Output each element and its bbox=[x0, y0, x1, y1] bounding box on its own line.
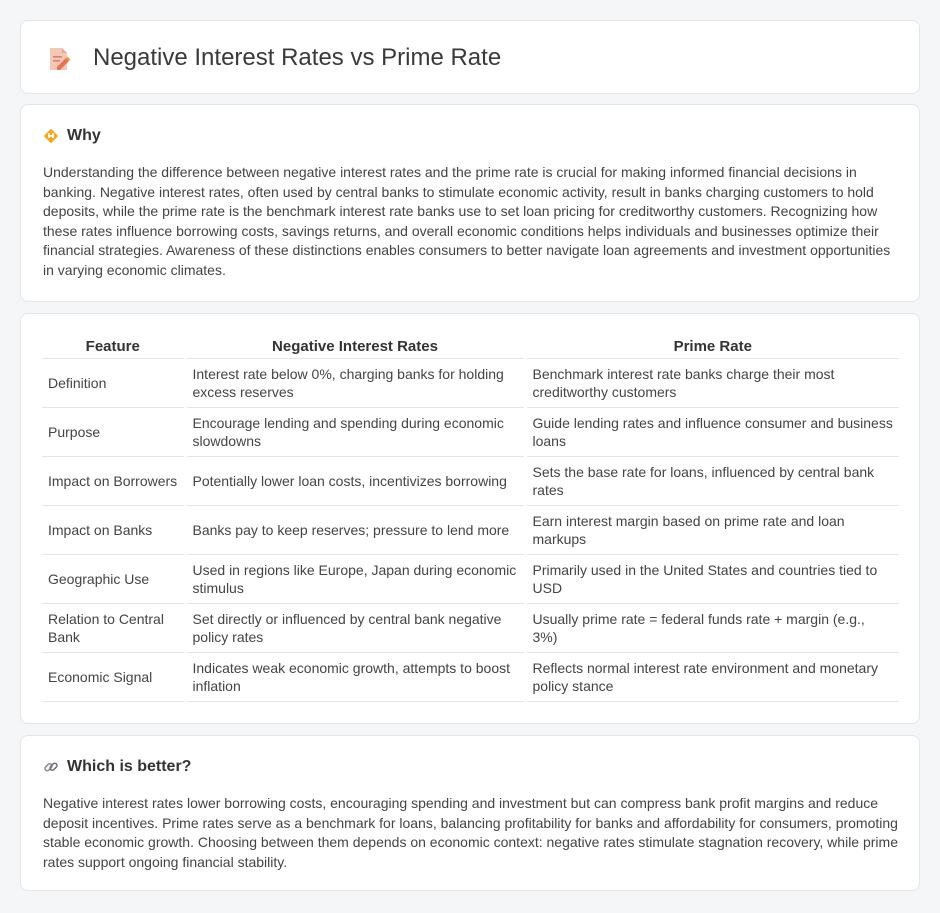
row-negative: Potentially lower loan costs, incentivizes borrowing bbox=[185, 456, 525, 505]
row-negative: Used in regions like Europe, Japan during economic stimulus bbox=[185, 554, 525, 603]
diamond-warning-icon bbox=[43, 128, 59, 144]
table-row bbox=[42, 554, 899, 603]
row-prime: Reflects normal interest rate environment and monetary policy stance bbox=[525, 652, 899, 701]
header-feature: Feature bbox=[42, 332, 185, 358]
page-title: Negative Interest Rates vs Prime Rate bbox=[93, 44, 502, 71]
table-row bbox=[42, 358, 899, 407]
table-row bbox=[42, 603, 899, 652]
table-row bbox=[42, 505, 899, 554]
row-feature: Purpose bbox=[42, 407, 185, 456]
better-title: Which is better? bbox=[67, 758, 192, 775]
why-heading bbox=[43, 127, 101, 145]
row-feature: Definition bbox=[42, 358, 185, 407]
table-row bbox=[42, 652, 899, 701]
row-prime: Guide lending rates and influence consumer and business loans bbox=[525, 407, 899, 456]
better-body: Negative interest rates lower borrowing costs, encouraging spending and investment but can compress bank profit margins and reduce deposit incentives. Prime rates serve as a benchmark for loans, balancing profitability for banks and affordability for consumers, promoting stable economic growth. Choosing between them depends on economic context: negative rates stimulate stagnation recovery, while prime rates support ongoing financial stability. bbox=[43, 795, 898, 870]
link-icon bbox=[43, 759, 59, 775]
row-negative: Set directly or influenced by central bank negative policy rates bbox=[185, 603, 525, 652]
header-prime-rate: Prime Rate bbox=[525, 332, 899, 358]
why-body: Understanding the difference between negative interest rates and the prime rate is crucial for making informed financial decisions in banking. Negative interest rates, often used by central banks to stimulate economic activity, result in banks charging customers to hold deposits, while the prime rate is the benchmark interest rate banks use to set loan pricing for creditworthy customers. Recognizing how these rates influence borrowing costs, savings returns, and overall economic conditions helps individuals and businesses optimize their financial strategies. Awareness of these distinctions enables consumers to better navigate loan agreements and investment opportunities in varying economic climates. bbox=[43, 164, 891, 278]
row-negative: Interest rate below 0%, charging banks for holding excess reserves bbox=[185, 358, 525, 407]
row-feature: Geographic Use bbox=[42, 554, 185, 603]
which-is-better-section bbox=[20, 735, 920, 891]
header-card bbox=[20, 20, 920, 94]
row-prime: Benchmark interest rate banks charge their most creditworthy customers bbox=[525, 358, 899, 407]
row-prime: Earn interest margin based on prime rate and loan markups bbox=[525, 505, 899, 554]
why-section bbox=[20, 104, 920, 302]
row-feature: Economic Signal bbox=[42, 652, 185, 701]
row-feature: Relation to Central Bank bbox=[42, 603, 185, 652]
row-prime: Usually prime rate = federal funds rate + margin (e.g., 3%) bbox=[525, 603, 899, 652]
row-negative: Indicates weak economic growth, attempts to boost inflation bbox=[185, 652, 525, 701]
table-header-row bbox=[42, 332, 899, 358]
row-prime: Primarily used in the United States and countries tied to USD bbox=[525, 554, 899, 603]
table-row bbox=[42, 407, 899, 456]
row-feature: Impact on Banks bbox=[42, 505, 185, 554]
row-negative: Encourage lending and spending during economic slowdowns bbox=[185, 407, 525, 456]
table-row bbox=[42, 456, 899, 505]
row-feature: Impact on Borrowers bbox=[42, 456, 185, 505]
comparison-table bbox=[42, 332, 899, 702]
row-negative: Banks pay to keep reserves; pressure to lend more bbox=[185, 505, 525, 554]
why-title: Why bbox=[67, 127, 101, 144]
header-negative-rates: Negative Interest Rates bbox=[185, 332, 525, 358]
comparison-table-card bbox=[20, 313, 920, 724]
document-edit-icon bbox=[45, 45, 73, 73]
better-heading bbox=[43, 758, 191, 776]
row-prime: Sets the base rate for loans, influenced by central bank rates bbox=[525, 456, 899, 505]
